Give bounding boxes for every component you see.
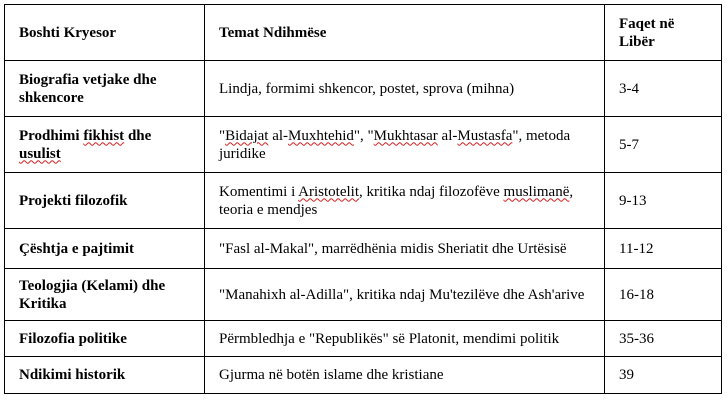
themes-part: " <box>219 127 226 144</box>
cell-topic: Teologjia (Kelami) dhe Kritika <box>5 269 205 321</box>
table-row <box>5 357 722 394</box>
cell-pages: 3-4 <box>605 61 722 117</box>
topic-part: Prodhimi <box>19 127 84 144</box>
spellcheck-word: Bidajat <box>225 127 269 144</box>
table-row <box>5 229 722 269</box>
cell-themes: Lindja, formimi shkencor, postet, sprova (mihna) <box>205 61 605 117</box>
spellcheck-word: Aristotelit <box>298 183 359 200</box>
header-pages: Faqet në Libër <box>605 5 722 61</box>
cell-pages: 35-36 <box>605 321 722 357</box>
cell-themes: "Fasl al-Makal", marrëdhënia midis Sheriatit dhe Urtësisë <box>205 229 605 269</box>
spellcheck-word: Muxhtehid <box>288 127 354 144</box>
cell-themes <box>205 117 605 173</box>
themes-part: ", metoda juridike <box>219 127 571 162</box>
themes-part: al- <box>437 127 458 144</box>
cell-topic <box>5 117 205 173</box>
themes-part: , teoria e mendjes <box>219 183 574 218</box>
cell-topic: Ndikimi historik <box>5 357 205 394</box>
cell-topic: Filozofia politike <box>5 321 205 357</box>
table-row <box>5 173 722 229</box>
cell-topic: Projekti filozofik <box>5 173 205 229</box>
cell-topic: Çështja e pajtimit <box>5 229 205 269</box>
books-topics-table <box>4 4 722 394</box>
cell-pages: 16-18 <box>605 269 722 321</box>
cell-pages: 39 <box>605 357 722 394</box>
cell-pages: 5-7 <box>605 117 722 173</box>
spellcheck-word: usulist <box>19 145 61 162</box>
cell-themes: "Manahixh al-Adilla", kritika ndaj Mu'tezilëve dhe Ash'arive <box>205 269 605 321</box>
cell-pages: 11-12 <box>605 229 722 269</box>
topic-part: dhe <box>124 127 152 144</box>
cell-pages: 9-13 <box>605 173 722 229</box>
header-sub-themes: Temat Ndihmëse <box>205 5 605 61</box>
spellcheck-word: muslimanë <box>503 183 570 200</box>
spellcheck-word: Mustasfa <box>457 127 513 144</box>
themes-part: , kritika ndaj filozofëve <box>359 183 504 200</box>
table-row <box>5 61 722 117</box>
spellcheck-word: fikhist <box>83 127 125 144</box>
themes-part: al- <box>268 127 289 144</box>
table-header-row <box>5 5 722 61</box>
themes-part: Komentimi i <box>219 183 299 200</box>
table-row <box>5 269 722 321</box>
cell-themes <box>205 173 605 229</box>
themes-part: ", " <box>353 127 374 144</box>
cell-themes: Përmbledhja e "Republikës" së Platonit, mendimi politik <box>205 321 605 357</box>
cell-topic: Biografia vetjake dhe shkencore <box>5 61 205 117</box>
table-row <box>5 321 722 357</box>
cell-themes: Gjurma në botën islame dhe kristiane <box>205 357 605 394</box>
header-main-topic: Boshti Kryesor <box>5 5 205 61</box>
table-row <box>5 117 722 173</box>
spellcheck-word: Mukhtasar <box>373 127 438 144</box>
